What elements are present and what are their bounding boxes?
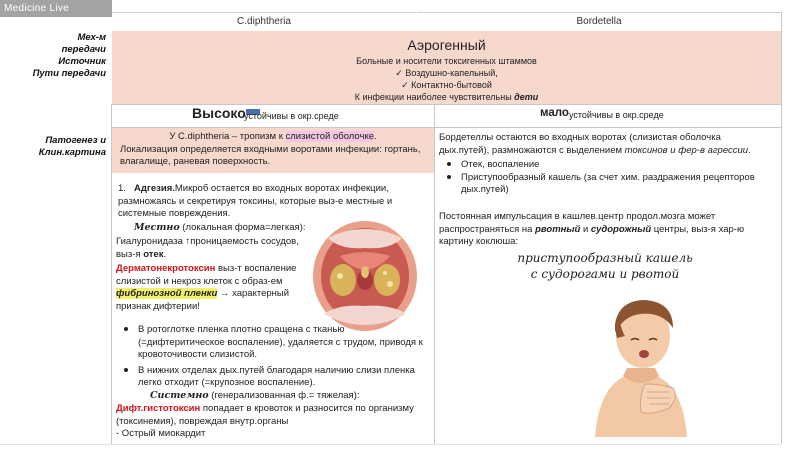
bullet-icon: [124, 327, 128, 331]
local-form-heading: Местно (локальная форма=легкая):: [134, 222, 306, 233]
resistance-bordetella: мало устойчивы в окр.среде: [540, 107, 664, 120]
bordetella-bullets: Отек, воспаление Приступообразный кашель (за счет хим. раздражения рецепторов дых.путей): [439, 159, 767, 197]
row-label-transmission: Мех-м передачи Источник Пути передачи: [32, 32, 106, 79]
susceptibility-note: К инфекции наиболее чувствительны дети: [354, 92, 539, 102]
bullet-icon: [124, 368, 128, 372]
route-1: ✓ Воздушно-капельный,: [395, 68, 498, 78]
bullet-icon: [447, 162, 451, 166]
column-header-cdiphtheria: C.diphtheria: [112, 12, 416, 32]
film-bullets: В ротоглотке пленка плотно сращена с тканью (=дифтеритическое воспаление), удаляется с трудом, приводя к кровоточивости слизистой. В нижних отделах дых.путей благодаря наличию слизи пленка легко отходит (=крупозное воспаление).: [116, 324, 426, 390]
local-form-text: Гиалуронидаза ↑проницаемость сосудов, выз-я отек. Дерматонекротоксин выз-т воспаление слизистой и некроз клеток с образ-ем фибринозной пленки → характерный признак дифтерии!: [116, 236, 299, 312]
pathogenesis-cdiphtheria: [112, 128, 434, 444]
pathogenesis-bordetella: [435, 128, 781, 444]
transmission-title: Аэрогенный: [407, 37, 486, 53]
coughing-child-illustration: [585, 292, 695, 437]
resistance-cdiphtheria: Высоко устойчивы в окр.среде: [192, 105, 339, 121]
infection-source: Больные и носители токсигенных штаммов: [356, 56, 537, 66]
whooping-cough-quote: приступообразный кашель с судорогами и рвотой: [517, 251, 693, 281]
route-2: ✓ Контактно-бытовой: [401, 80, 492, 90]
check-icon: ✓: [401, 80, 412, 90]
systemic-form-text: Дифт.гистотоксин попадает в кровоток и разносится по организму (токсинемия), повреждая внутр.органы - Острый миокардит: [116, 403, 414, 439]
bordetella-entry-text: Бордетеллы остаются во входных воротах (слизистая оболочка дых.путей), размножаются с выделением токсинов и фер-в агрессии.: [439, 132, 751, 156]
column-header-bordetella: Bordetella: [417, 12, 781, 32]
transmission-panel: [112, 31, 781, 104]
throat-illustration: [310, 218, 420, 333]
bullet-icon: [447, 175, 451, 179]
watermark-logo: Medicine Live: [0, 0, 112, 17]
adhesion-item: 1. Адгезия.Микроб остается во входных воротах инфекции, размножаясь и секретируя токсины, которые выз-е местные и системные повреждения.: [118, 183, 393, 219]
tropism-block: У C.diphtheria – тропизм к слизистой оболочке. Локализация определяется входными воротами инфекции: гортань, влагалище, раневая поверхность.: [112, 128, 434, 173]
check-icon: ✓: [395, 68, 406, 78]
row-label-pathogenesis: Патогенез и Клин.картина: [38, 135, 106, 158]
systemic-form-heading: Системно (генерализованная ф.= тяжелая):: [150, 390, 360, 401]
cough-center-text: Постоянная импульсация в кашлев.центр продол.мозга может распространяться на рвотный и судорожный центры, выз-я хар-ю картину коклюша:: [439, 211, 745, 247]
